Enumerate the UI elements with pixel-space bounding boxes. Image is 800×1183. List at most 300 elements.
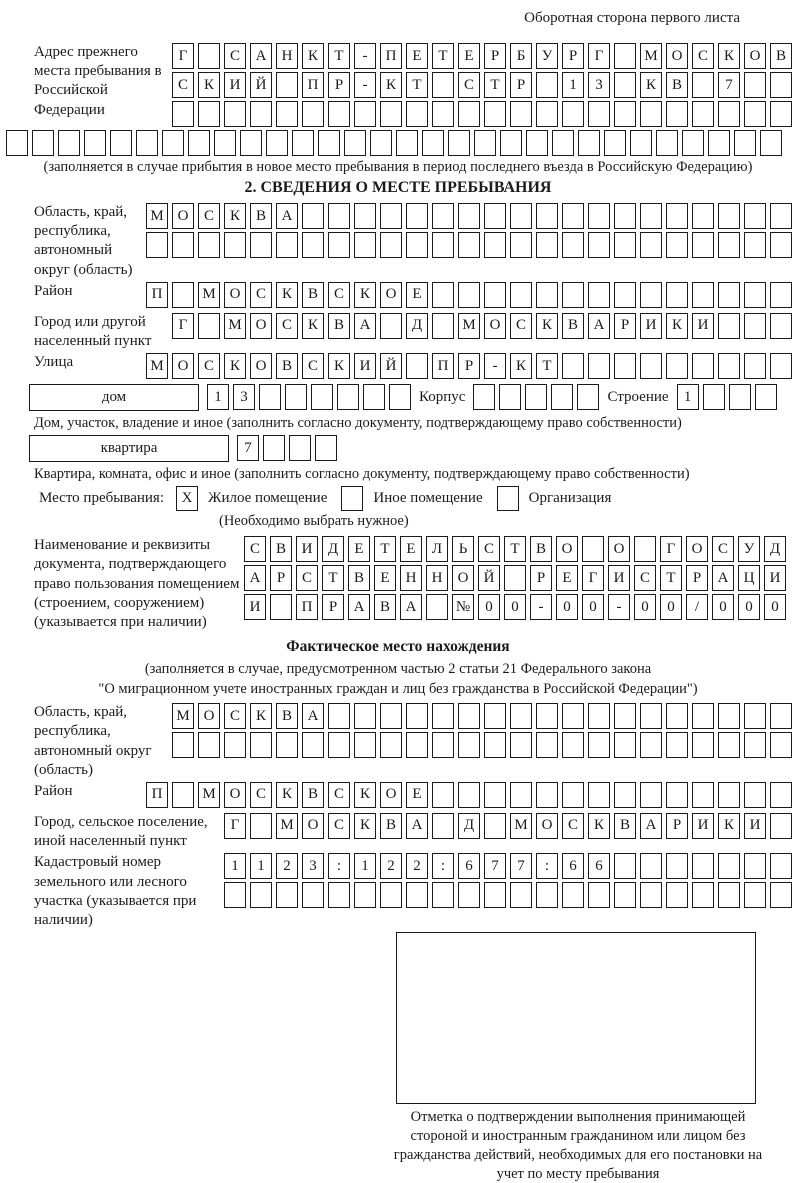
char-cell[interactable] <box>146 232 168 258</box>
char-cell[interactable] <box>354 101 376 127</box>
char-cell[interactable]: 2 <box>406 853 428 879</box>
char-cell[interactable] <box>276 101 298 127</box>
char-cell[interactable]: В <box>302 782 324 808</box>
char-cell[interactable] <box>318 130 340 156</box>
char-cell[interactable]: К <box>302 43 324 69</box>
char-cell[interactable]: 0 <box>582 594 604 620</box>
char-cell[interactable] <box>614 882 636 908</box>
char-cell[interactable] <box>302 732 324 758</box>
char-cell[interactable]: А <box>244 565 266 591</box>
char-cell[interactable] <box>692 282 714 308</box>
char-cell[interactable]: 7 <box>718 72 740 98</box>
char-cell[interactable] <box>744 203 766 229</box>
char-cell[interactable] <box>458 882 480 908</box>
checkbox-organizatsiya[interactable] <box>497 486 519 511</box>
char-cell[interactable] <box>432 813 454 839</box>
char-cell[interactable]: В <box>380 813 402 839</box>
char-cell[interactable] <box>484 782 506 808</box>
char-cell[interactable] <box>432 882 454 908</box>
char-cell[interactable] <box>172 782 194 808</box>
char-cell[interactable] <box>562 703 584 729</box>
char-cell[interactable]: : <box>536 853 558 879</box>
char-cell[interactable] <box>770 232 792 258</box>
char-cell[interactable]: Ц <box>738 565 760 591</box>
char-cell[interactable]: 1 <box>224 853 246 879</box>
char-cell[interactable]: И <box>764 565 786 591</box>
char-cell[interactable]: Б <box>510 43 532 69</box>
char-cell[interactable]: Й <box>380 353 402 379</box>
char-cell[interactable] <box>692 853 714 879</box>
char-cell[interactable] <box>406 353 428 379</box>
char-cell[interactable]: Г <box>172 313 194 339</box>
char-cell[interactable] <box>302 101 324 127</box>
char-cell[interactable]: : <box>328 853 350 879</box>
char-cell[interactable] <box>526 130 548 156</box>
char-cell[interactable]: 0 <box>764 594 786 620</box>
char-cell[interactable]: В <box>530 536 552 562</box>
char-cell[interactable]: Н <box>400 565 422 591</box>
char-cell[interactable] <box>588 703 610 729</box>
checkbox-inoe[interactable] <box>341 486 363 511</box>
char-cell[interactable] <box>562 353 584 379</box>
char-cell[interactable] <box>614 203 636 229</box>
char-cell[interactable] <box>354 703 376 729</box>
char-cell[interactable] <box>302 203 324 229</box>
char-cell[interactable] <box>406 232 428 258</box>
char-cell[interactable] <box>172 282 194 308</box>
char-cell[interactable]: И <box>296 536 318 562</box>
char-cell[interactable]: В <box>250 203 272 229</box>
char-cell[interactable]: Р <box>614 313 636 339</box>
char-cell[interactable]: К <box>302 313 324 339</box>
char-cell[interactable]: О <box>744 43 766 69</box>
char-cell[interactable] <box>770 782 792 808</box>
char-cell[interactable] <box>302 232 324 258</box>
char-cell[interactable] <box>484 101 506 127</box>
char-cell[interactable]: И <box>244 594 266 620</box>
char-cell[interactable] <box>484 813 506 839</box>
char-cell[interactable]: О <box>172 203 194 229</box>
char-cell[interactable]: С <box>478 536 500 562</box>
char-cell[interactable]: И <box>744 813 766 839</box>
char-cell[interactable] <box>718 313 740 339</box>
char-cell[interactable] <box>588 782 610 808</box>
char-cell[interactable]: 1 <box>207 384 229 410</box>
char-cell[interactable] <box>744 732 766 758</box>
char-cell[interactable]: А <box>250 43 272 69</box>
char-cell[interactable]: Н <box>276 43 298 69</box>
char-cell[interactable]: С <box>198 203 220 229</box>
char-cell[interactable] <box>58 130 80 156</box>
char-cell[interactable]: В <box>276 703 298 729</box>
char-cell[interactable] <box>634 536 656 562</box>
char-cell[interactable]: К <box>354 282 376 308</box>
char-cell[interactable]: О <box>484 313 506 339</box>
char-cell[interactable]: 0 <box>712 594 734 620</box>
char-cell[interactable] <box>432 703 454 729</box>
char-cell[interactable] <box>744 853 766 879</box>
char-cell[interactable] <box>380 703 402 729</box>
char-cell[interactable]: О <box>224 282 246 308</box>
char-cell[interactable] <box>328 882 350 908</box>
char-cell[interactable]: С <box>250 282 272 308</box>
char-cell[interactable] <box>458 703 480 729</box>
char-cell[interactable]: С <box>692 43 714 69</box>
char-cell[interactable]: В <box>276 353 298 379</box>
char-cell[interactable] <box>510 732 532 758</box>
char-cell[interactable] <box>536 732 558 758</box>
char-cell[interactable]: О <box>302 813 324 839</box>
char-cell[interactable]: М <box>172 703 194 729</box>
char-cell[interactable] <box>510 101 532 127</box>
char-cell[interactable] <box>666 703 688 729</box>
char-cell[interactable]: Н <box>426 565 448 591</box>
char-cell[interactable] <box>266 130 288 156</box>
char-cell[interactable]: 0 <box>660 594 682 620</box>
char-cell[interactable] <box>198 232 220 258</box>
char-cell[interactable] <box>396 130 418 156</box>
char-cell[interactable] <box>510 232 532 258</box>
char-cell[interactable]: С <box>250 782 272 808</box>
char-cell[interactable] <box>370 130 392 156</box>
char-cell[interactable]: С <box>328 282 350 308</box>
char-cell[interactable]: С <box>198 353 220 379</box>
char-cell[interactable] <box>354 232 376 258</box>
char-cell[interactable] <box>328 232 350 258</box>
char-cell[interactable] <box>551 384 573 410</box>
char-cell[interactable] <box>666 782 688 808</box>
char-cell[interactable]: М <box>146 353 168 379</box>
char-cell[interactable]: Т <box>374 536 396 562</box>
char-cell[interactable]: О <box>224 782 246 808</box>
char-cell[interactable] <box>380 232 402 258</box>
char-cell[interactable]: № <box>452 594 474 620</box>
char-cell[interactable] <box>250 813 272 839</box>
char-cell[interactable]: А <box>348 594 370 620</box>
char-cell[interactable] <box>578 130 600 156</box>
char-cell[interactable] <box>259 384 281 410</box>
char-cell[interactable] <box>499 384 521 410</box>
char-cell[interactable] <box>536 203 558 229</box>
char-cell[interactable] <box>614 72 636 98</box>
char-cell[interactable]: Г <box>588 43 610 69</box>
char-cell[interactable] <box>474 130 496 156</box>
char-cell[interactable]: Т <box>322 565 344 591</box>
char-cell[interactable] <box>588 232 610 258</box>
char-cell[interactable] <box>692 353 714 379</box>
char-cell[interactable]: / <box>686 594 708 620</box>
char-cell[interactable] <box>311 384 333 410</box>
char-cell[interactable] <box>458 101 480 127</box>
char-cell[interactable]: В <box>770 43 792 69</box>
char-cell[interactable] <box>224 232 246 258</box>
char-cell[interactable] <box>432 101 454 127</box>
char-cell[interactable]: Р <box>530 565 552 591</box>
char-cell[interactable] <box>640 353 662 379</box>
char-cell[interactable] <box>328 703 350 729</box>
char-cell[interactable] <box>422 130 444 156</box>
char-cell[interactable]: К <box>354 813 376 839</box>
char-cell[interactable]: В <box>374 594 396 620</box>
char-cell[interactable]: А <box>276 203 298 229</box>
char-cell[interactable] <box>432 203 454 229</box>
char-cell[interactable] <box>770 703 792 729</box>
char-cell[interactable] <box>136 130 158 156</box>
char-cell[interactable] <box>614 782 636 808</box>
char-cell[interactable]: М <box>458 313 480 339</box>
char-cell[interactable] <box>484 232 506 258</box>
char-cell[interactable] <box>363 384 385 410</box>
char-cell[interactable]: 3 <box>588 72 610 98</box>
char-cell[interactable] <box>614 282 636 308</box>
char-cell[interactable] <box>718 703 740 729</box>
char-cell[interactable] <box>666 853 688 879</box>
char-cell[interactable] <box>562 101 584 127</box>
char-cell[interactable]: А <box>406 813 428 839</box>
char-cell[interactable] <box>744 353 766 379</box>
char-cell[interactable] <box>552 130 574 156</box>
char-cell[interactable] <box>703 384 725 410</box>
char-cell[interactable]: О <box>608 536 630 562</box>
char-cell[interactable] <box>588 353 610 379</box>
char-cell[interactable]: Р <box>328 72 350 98</box>
char-cell[interactable]: К <box>640 72 662 98</box>
char-cell[interactable] <box>692 782 714 808</box>
char-cell[interactable] <box>588 203 610 229</box>
char-cell[interactable]: У <box>536 43 558 69</box>
char-cell[interactable] <box>536 882 558 908</box>
char-cell[interactable]: С <box>244 536 266 562</box>
char-cell[interactable]: С <box>510 313 532 339</box>
char-cell[interactable]: А <box>712 565 734 591</box>
char-cell[interactable] <box>588 101 610 127</box>
char-cell[interactable] <box>666 203 688 229</box>
char-cell[interactable] <box>770 853 792 879</box>
char-cell[interactable]: П <box>432 353 454 379</box>
char-cell[interactable] <box>250 101 272 127</box>
char-cell[interactable]: А <box>354 313 376 339</box>
char-cell[interactable] <box>302 882 324 908</box>
char-cell[interactable] <box>484 882 506 908</box>
char-cell[interactable] <box>380 732 402 758</box>
char-cell[interactable]: К <box>510 353 532 379</box>
char-cell[interactable]: О <box>198 703 220 729</box>
char-cell[interactable] <box>172 232 194 258</box>
char-cell[interactable]: К <box>718 813 740 839</box>
char-cell[interactable] <box>744 101 766 127</box>
char-cell[interactable] <box>328 101 350 127</box>
char-cell[interactable]: Й <box>478 565 500 591</box>
char-cell[interactable]: Т <box>660 565 682 591</box>
char-cell[interactable]: Т <box>484 72 506 98</box>
char-cell[interactable] <box>770 732 792 758</box>
char-cell[interactable] <box>6 130 28 156</box>
char-cell[interactable] <box>536 282 558 308</box>
char-cell[interactable]: К <box>354 782 376 808</box>
char-cell[interactable] <box>770 813 792 839</box>
char-cell[interactable] <box>770 101 792 127</box>
char-cell[interactable]: Р <box>510 72 532 98</box>
char-cell[interactable] <box>588 882 610 908</box>
char-cell[interactable] <box>604 130 626 156</box>
char-cell[interactable] <box>276 732 298 758</box>
char-cell[interactable]: 7 <box>237 435 259 461</box>
char-cell[interactable]: 6 <box>562 853 584 879</box>
char-cell[interactable] <box>640 782 662 808</box>
char-cell[interactable]: Е <box>400 536 422 562</box>
char-cell[interactable]: Е <box>406 282 428 308</box>
char-cell[interactable] <box>640 732 662 758</box>
char-cell[interactable] <box>344 130 366 156</box>
char-cell[interactable] <box>718 232 740 258</box>
char-cell[interactable]: С <box>276 313 298 339</box>
char-cell[interactable]: С <box>224 43 246 69</box>
char-cell[interactable]: К <box>250 703 272 729</box>
char-cell[interactable]: 3 <box>233 384 255 410</box>
char-cell[interactable]: К <box>328 353 350 379</box>
char-cell[interactable] <box>640 703 662 729</box>
char-cell[interactable]: С <box>296 565 318 591</box>
char-cell[interactable] <box>315 435 337 461</box>
char-cell[interactable]: А <box>588 313 610 339</box>
char-cell[interactable] <box>406 101 428 127</box>
char-cell[interactable] <box>640 882 662 908</box>
char-cell[interactable] <box>510 282 532 308</box>
char-cell[interactable]: И <box>354 353 376 379</box>
char-cell[interactable] <box>760 130 782 156</box>
char-cell[interactable] <box>389 384 411 410</box>
char-cell[interactable]: С <box>712 536 734 562</box>
char-cell[interactable]: К <box>666 313 688 339</box>
char-cell[interactable]: Й <box>250 72 272 98</box>
char-cell[interactable] <box>770 353 792 379</box>
char-cell[interactable]: Р <box>270 565 292 591</box>
char-cell[interactable] <box>162 130 184 156</box>
char-cell[interactable]: О <box>536 813 558 839</box>
char-cell[interactable] <box>588 732 610 758</box>
char-cell[interactable] <box>510 782 532 808</box>
char-cell[interactable] <box>510 703 532 729</box>
char-cell[interactable] <box>718 853 740 879</box>
char-cell[interactable] <box>562 882 584 908</box>
char-cell[interactable] <box>380 882 402 908</box>
char-cell[interactable]: В <box>328 313 350 339</box>
char-cell[interactable]: 1 <box>562 72 584 98</box>
char-cell[interactable]: М <box>224 313 246 339</box>
char-cell[interactable]: О <box>380 282 402 308</box>
char-cell[interactable] <box>328 203 350 229</box>
char-cell[interactable]: М <box>146 203 168 229</box>
char-cell[interactable]: О <box>452 565 474 591</box>
char-cell[interactable] <box>263 435 285 461</box>
char-cell[interactable]: Г <box>224 813 246 839</box>
char-cell[interactable] <box>484 732 506 758</box>
char-cell[interactable]: О <box>250 353 272 379</box>
char-cell[interactable] <box>172 732 194 758</box>
char-cell[interactable]: Т <box>536 353 558 379</box>
char-cell[interactable]: Е <box>348 536 370 562</box>
char-cell[interactable]: Р <box>686 565 708 591</box>
char-cell[interactable] <box>285 384 307 410</box>
char-cell[interactable]: 7 <box>484 853 506 879</box>
char-cell[interactable]: 2 <box>276 853 298 879</box>
char-cell[interactable] <box>406 882 428 908</box>
char-cell[interactable] <box>224 101 246 127</box>
char-cell[interactable]: С <box>224 703 246 729</box>
char-cell[interactable] <box>614 232 636 258</box>
char-cell[interactable] <box>640 203 662 229</box>
char-cell[interactable]: К <box>718 43 740 69</box>
char-cell[interactable] <box>270 594 292 620</box>
char-cell[interactable] <box>708 130 730 156</box>
char-cell[interactable]: М <box>510 813 532 839</box>
char-cell[interactable]: И <box>608 565 630 591</box>
char-cell[interactable] <box>380 203 402 229</box>
char-cell[interactable] <box>562 282 584 308</box>
char-cell[interactable]: Р <box>562 43 584 69</box>
char-cell[interactable]: М <box>276 813 298 839</box>
char-cell[interactable] <box>198 43 220 69</box>
char-cell[interactable]: О <box>250 313 272 339</box>
char-cell[interactable]: П <box>302 72 324 98</box>
char-cell[interactable] <box>614 853 636 879</box>
char-cell[interactable]: К <box>224 203 246 229</box>
char-cell[interactable] <box>770 313 792 339</box>
char-cell[interactable] <box>562 203 584 229</box>
char-cell[interactable] <box>426 594 448 620</box>
char-cell[interactable] <box>718 882 740 908</box>
char-cell[interactable] <box>448 130 470 156</box>
char-cell[interactable]: Т <box>432 43 454 69</box>
char-cell[interactable]: И <box>692 813 714 839</box>
char-cell[interactable] <box>250 882 272 908</box>
char-cell[interactable] <box>692 101 714 127</box>
char-cell[interactable] <box>770 203 792 229</box>
char-cell[interactable] <box>718 732 740 758</box>
char-cell[interactable] <box>473 384 495 410</box>
char-cell[interactable] <box>588 282 610 308</box>
char-cell[interactable] <box>630 130 652 156</box>
char-cell[interactable]: Е <box>406 782 428 808</box>
char-cell[interactable] <box>32 130 54 156</box>
char-cell[interactable] <box>188 130 210 156</box>
char-cell[interactable]: И <box>640 313 662 339</box>
char-cell[interactable] <box>406 732 428 758</box>
char-cell[interactable]: С <box>328 782 350 808</box>
char-cell[interactable]: 1 <box>677 384 699 410</box>
char-cell[interactable]: С <box>172 72 194 98</box>
char-cell[interactable]: Р <box>484 43 506 69</box>
char-cell[interactable] <box>289 435 311 461</box>
char-cell[interactable] <box>692 232 714 258</box>
kvartira-field[interactable] <box>29 435 229 462</box>
char-cell[interactable]: С <box>302 353 324 379</box>
char-cell[interactable]: Ь <box>452 536 474 562</box>
char-cell[interactable]: - <box>484 353 506 379</box>
char-cell[interactable]: В <box>614 813 636 839</box>
char-cell[interactable]: К <box>588 813 610 839</box>
char-cell[interactable] <box>500 130 522 156</box>
char-cell[interactable] <box>250 732 272 758</box>
char-cell[interactable]: С <box>562 813 584 839</box>
char-cell[interactable] <box>744 232 766 258</box>
char-cell[interactable]: : <box>432 853 454 879</box>
char-cell[interactable]: - <box>530 594 552 620</box>
char-cell[interactable]: П <box>380 43 402 69</box>
char-cell[interactable] <box>240 130 262 156</box>
char-cell[interactable] <box>198 101 220 127</box>
char-cell[interactable]: - <box>354 72 376 98</box>
